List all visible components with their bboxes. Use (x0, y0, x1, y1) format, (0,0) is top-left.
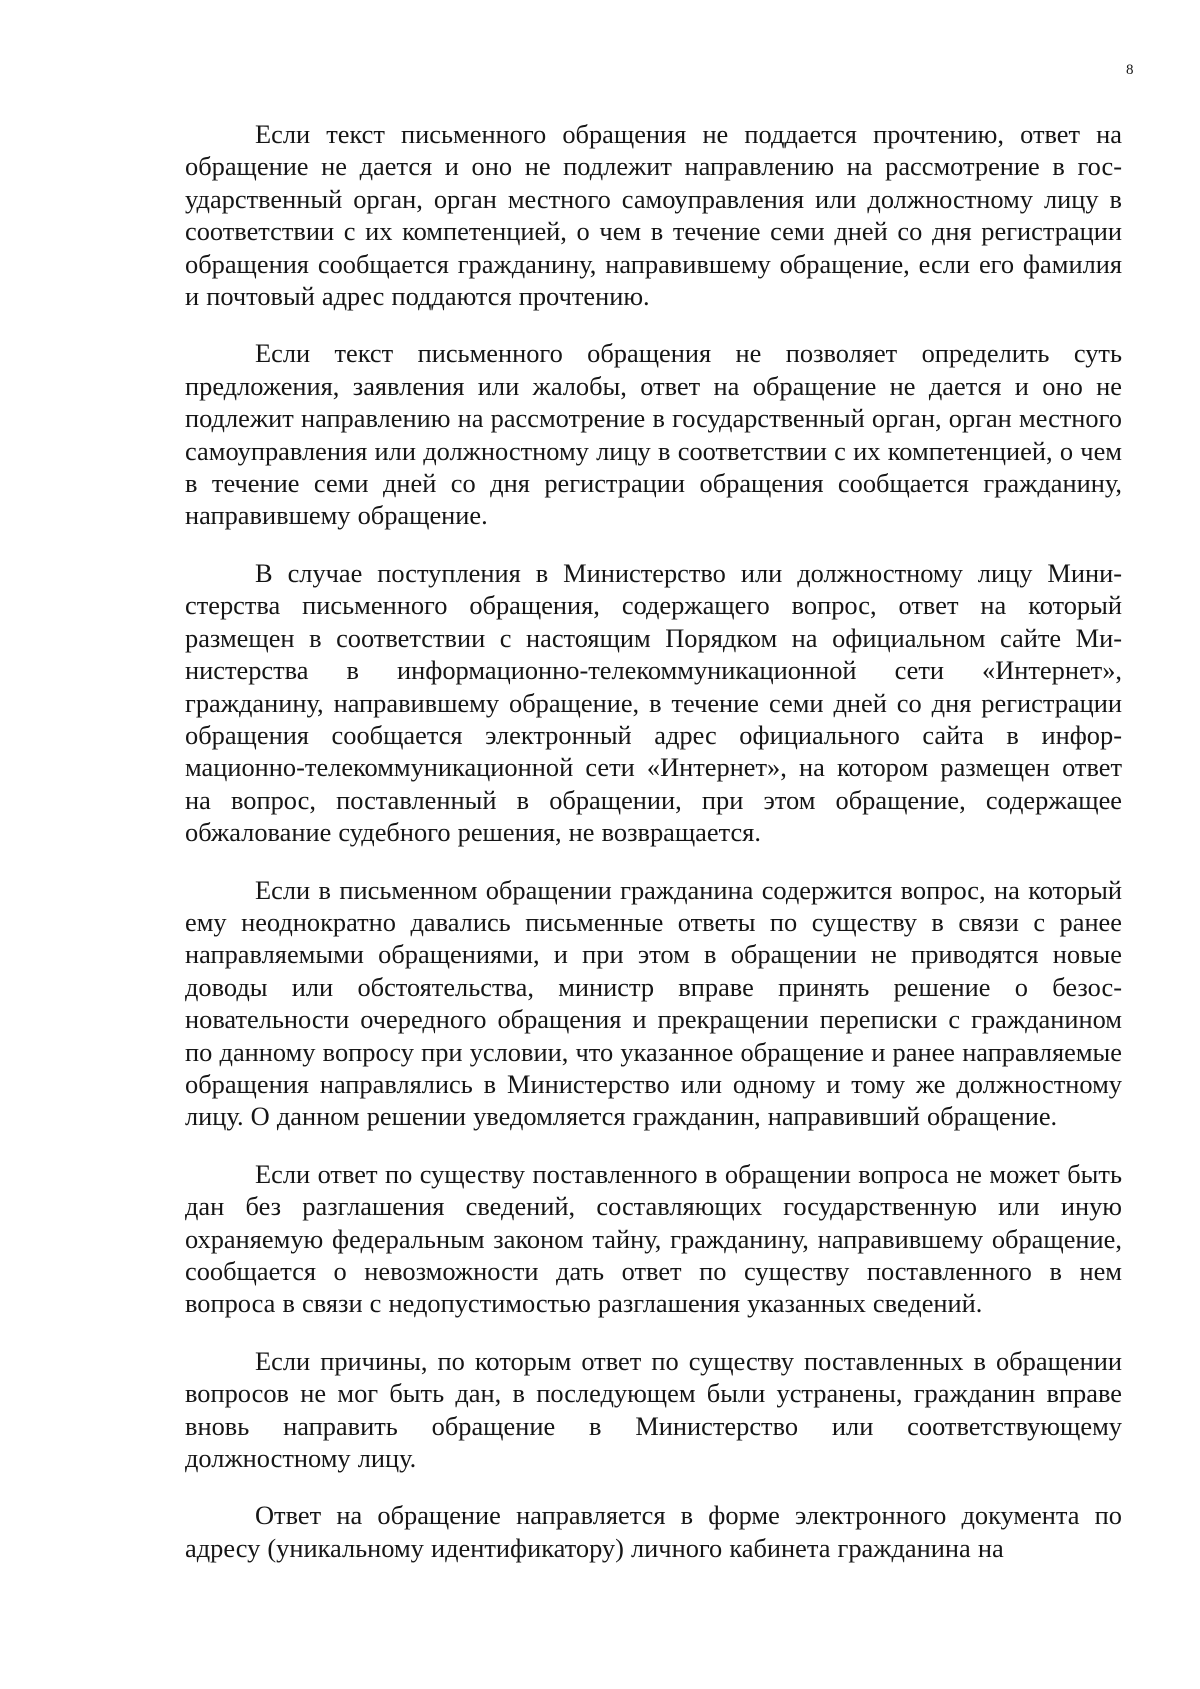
paragraph-illegible-text: Если текст письменного обращения не поддается прочтению, ответ на обращение не дается и оно не подлежит направлению на рассмотрение в государственный орган, орган местного самоуправления или должностному лицу в соответствии с их компетенцией, о чем в течение семи дней со дня регистрации обращения сообщается гражданину, направившему обращение, если его фамилия и почтовый адрес поддаются прочтению. (185, 119, 1122, 312)
paragraph-undeterminable-essence: Если текст письменного обращения не позволяет определить суть предложения, заявления или жалобы, ответ на обращение не дается и оно не подлежит направлению на рассмотрение в государственный орган, орган местного самоуправления или должностному лицу в соответствии с их компетенцией, о чем в течение семи дней со дня регистрации обращения сообщается гражданину, направившему обращение. (185, 338, 1122, 531)
paragraph-repeated-appeal: Если в письменном обращении гражданина содержится вопрос, на который ему неоднократно давались письменные ответы по существу в связи с ранее направляемыми обращениями, и при этом в обращении не приводятся новые доводы или обстоятельства, министр вправе принять решение о безосновательности очередного обращения и прекращении переписки с гражданином по данному вопросу при условии, что указанное обращение и ранее направляемые обращения направлялись в Министерство или одному и тому же должностному лицу. О данном решении уведомляется гражданин, направивший обращение. (185, 874, 1122, 1132)
paragraph-electronic-answer: Ответ на обращение направляется в форме электронного документа по адресу (уникальному идентификатору) личного кабинета гражданина на (185, 1500, 1122, 1563)
paragraph-state-secret: Если ответ по существу поставленного в обращении вопроса не может быть дан без разглашения сведений, составляющих государственную или иную охраняемую федеральным законом тайну, гражданину, направившему обращение, сообщается о невозможности дать ответ по существу поставленного в нем вопроса в связи с недопустимостью разглашения указанных сведений. (185, 1158, 1122, 1319)
paragraph-answer-published-online: В случае поступления в Министерство или должностному лицу Министерства письменного обращения, содержащего вопрос, ответ на который размещен в соответствии с настоящим Порядком на официальном сайте Министерства в информационно-телекоммуникационной сети «Интернет», гражданину, направившему обращение, в течение семи дней со дня регистрации обращения сообщается электронный адрес официального сайта в информационно-телекоммуникационной сети «Интернет», на котором размещен ответ на вопрос, поставленный в обращении, при этом обращение, содержащее обжалование судебного решения, не возвращается. (185, 557, 1122, 848)
page-number: 8 (1126, 62, 1134, 78)
paragraph-reasons-eliminated: Если причины, по которым ответ по существу поставленных в обращении вопросов не мог быть дан, в последующем были устранены, гражданин вправе вновь направить обращение в Министерство или соответствующему должностному лицу. (185, 1345, 1122, 1474)
document-body (185, 118, 1122, 1589)
